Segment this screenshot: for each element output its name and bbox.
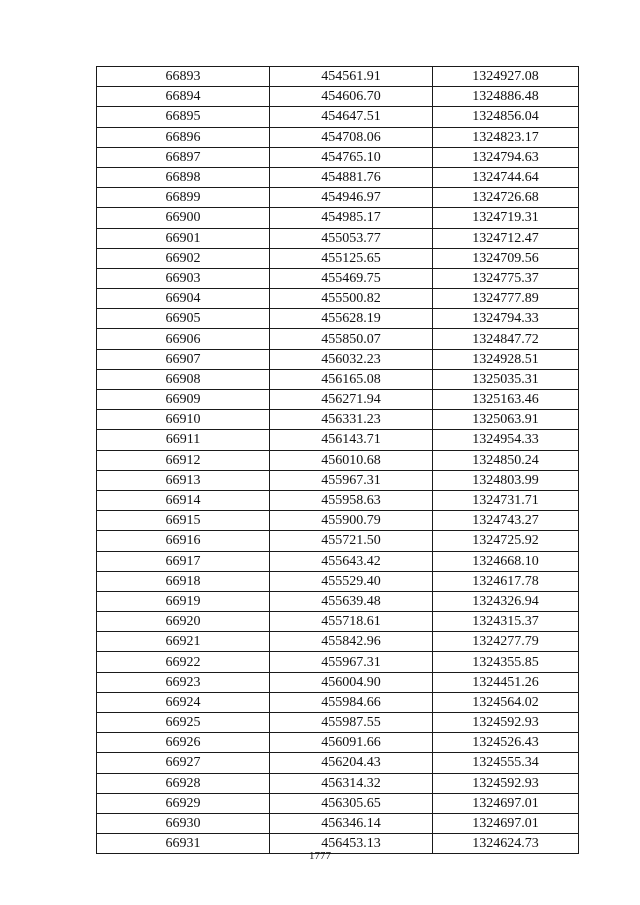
x-coordinate-cell: 455958.63 [270, 490, 433, 510]
x-coordinate-cell: 455628.19 [270, 309, 433, 329]
point-id-cell: 66893 [97, 67, 270, 87]
x-coordinate-cell: 456204.43 [270, 753, 433, 773]
y-coordinate-cell: 1324777.89 [433, 289, 579, 309]
y-coordinate-cell: 1324709.56 [433, 248, 579, 268]
point-id-cell: 66925 [97, 713, 270, 733]
y-coordinate-cell: 1325035.31 [433, 369, 579, 389]
point-id-cell: 66911 [97, 430, 270, 450]
table-row [97, 813, 579, 833]
y-coordinate-cell: 1324719.31 [433, 208, 579, 228]
x-coordinate-cell: 455469.75 [270, 268, 433, 288]
x-coordinate-cell: 455639.48 [270, 591, 433, 611]
y-coordinate-cell: 1324928.51 [433, 349, 579, 369]
x-coordinate-cell: 455643.42 [270, 551, 433, 571]
point-id-cell: 66921 [97, 632, 270, 652]
table-row [97, 612, 579, 632]
table-row [97, 188, 579, 208]
y-coordinate-cell: 1324850.24 [433, 450, 579, 470]
point-id-cell: 66896 [97, 127, 270, 147]
x-coordinate-cell: 456271.94 [270, 390, 433, 410]
x-coordinate-cell: 456331.23 [270, 410, 433, 430]
page-number: 1777 [309, 850, 331, 862]
point-id-cell: 66907 [97, 349, 270, 369]
y-coordinate-cell: 1324725.92 [433, 531, 579, 551]
coordinates-table [96, 66, 579, 854]
point-id-cell: 66919 [97, 591, 270, 611]
x-coordinate-cell: 456004.90 [270, 672, 433, 692]
y-coordinate-cell: 1324592.93 [433, 713, 579, 733]
table-row [97, 632, 579, 652]
x-coordinate-cell: 454765.10 [270, 147, 433, 167]
point-id-cell: 66915 [97, 511, 270, 531]
y-coordinate-cell: 1324775.37 [433, 268, 579, 288]
y-coordinate-cell: 1324277.79 [433, 632, 579, 652]
point-id-cell: 66926 [97, 733, 270, 753]
point-id-cell: 66927 [97, 753, 270, 773]
point-id-cell: 66895 [97, 107, 270, 127]
x-coordinate-cell: 454985.17 [270, 208, 433, 228]
y-coordinate-cell: 1324592.93 [433, 773, 579, 793]
point-id-cell: 66930 [97, 813, 270, 833]
table-row [97, 329, 579, 349]
y-coordinate-cell: 1324743.27 [433, 511, 579, 531]
table-row [97, 652, 579, 672]
x-coordinate-cell: 456091.66 [270, 733, 433, 753]
table-row [97, 349, 579, 369]
y-coordinate-cell: 1324315.37 [433, 612, 579, 632]
table-row [97, 470, 579, 490]
table-row [97, 430, 579, 450]
table-row [97, 591, 579, 611]
y-coordinate-cell: 1324886.48 [433, 87, 579, 107]
y-coordinate-cell: 1324564.02 [433, 692, 579, 712]
point-id-cell: 66904 [97, 289, 270, 309]
x-coordinate-cell: 455984.66 [270, 692, 433, 712]
x-coordinate-cell: 455125.65 [270, 248, 433, 268]
y-coordinate-cell: 1324927.08 [433, 67, 579, 87]
x-coordinate-cell: 455900.79 [270, 511, 433, 531]
x-coordinate-cell: 456453.13 [270, 834, 433, 854]
point-id-cell: 66922 [97, 652, 270, 672]
y-coordinate-cell: 1325163.46 [433, 390, 579, 410]
point-id-cell: 66902 [97, 248, 270, 268]
table-row [97, 208, 579, 228]
y-coordinate-cell: 1324326.94 [433, 591, 579, 611]
table-row [97, 450, 579, 470]
y-coordinate-cell: 1324355.85 [433, 652, 579, 672]
y-coordinate-cell: 1324617.78 [433, 571, 579, 591]
point-id-cell: 66901 [97, 228, 270, 248]
x-coordinate-cell: 455842.96 [270, 632, 433, 652]
table-row [97, 410, 579, 430]
x-coordinate-cell: 456032.23 [270, 349, 433, 369]
y-coordinate-cell: 1324794.63 [433, 147, 579, 167]
point-id-cell: 66906 [97, 329, 270, 349]
x-coordinate-cell: 456143.71 [270, 430, 433, 450]
table-row [97, 793, 579, 813]
x-coordinate-cell: 456346.14 [270, 813, 433, 833]
x-coordinate-cell: 454561.91 [270, 67, 433, 87]
table-row [97, 551, 579, 571]
x-coordinate-cell: 455967.31 [270, 652, 433, 672]
point-id-cell: 66914 [97, 490, 270, 510]
table-row [97, 571, 579, 591]
y-coordinate-cell: 1324712.47 [433, 228, 579, 248]
x-coordinate-cell: 455053.77 [270, 228, 433, 248]
point-id-cell: 66918 [97, 571, 270, 591]
table-row [97, 511, 579, 531]
point-id-cell: 66905 [97, 309, 270, 329]
table-row [97, 87, 579, 107]
table-row [97, 127, 579, 147]
point-id-cell: 66908 [97, 369, 270, 389]
point-id-cell: 66928 [97, 773, 270, 793]
y-coordinate-cell: 1324526.43 [433, 733, 579, 753]
x-coordinate-cell: 456165.08 [270, 369, 433, 389]
point-id-cell: 66913 [97, 470, 270, 490]
table-row [97, 268, 579, 288]
x-coordinate-cell: 455718.61 [270, 612, 433, 632]
table-row [97, 107, 579, 127]
table-row [97, 67, 579, 87]
point-id-cell: 66900 [97, 208, 270, 228]
y-coordinate-cell: 1324731.71 [433, 490, 579, 510]
table-row [97, 228, 579, 248]
y-coordinate-cell: 1324726.68 [433, 188, 579, 208]
x-coordinate-cell: 454946.97 [270, 188, 433, 208]
table-row [97, 672, 579, 692]
x-coordinate-cell: 454708.06 [270, 127, 433, 147]
table-row [97, 753, 579, 773]
x-coordinate-cell: 455529.40 [270, 571, 433, 591]
point-id-cell: 66931 [97, 834, 270, 854]
x-coordinate-cell: 456305.65 [270, 793, 433, 813]
point-id-cell: 66929 [97, 793, 270, 813]
point-id-cell: 66903 [97, 268, 270, 288]
y-coordinate-cell: 1324847.72 [433, 329, 579, 349]
y-coordinate-cell: 1324697.01 [433, 793, 579, 813]
x-coordinate-cell: 455987.55 [270, 713, 433, 733]
point-id-cell: 66923 [97, 672, 270, 692]
x-coordinate-cell: 455850.07 [270, 329, 433, 349]
x-coordinate-cell: 456314.32 [270, 773, 433, 793]
table-row [97, 167, 579, 187]
x-coordinate-cell: 455967.31 [270, 470, 433, 490]
y-coordinate-cell: 1324744.64 [433, 167, 579, 187]
y-coordinate-cell: 1324823.17 [433, 127, 579, 147]
point-id-cell: 66894 [97, 87, 270, 107]
point-id-cell: 66898 [97, 167, 270, 187]
table-row [97, 248, 579, 268]
x-coordinate-cell: 455500.82 [270, 289, 433, 309]
x-coordinate-cell: 456010.68 [270, 450, 433, 470]
table-row [97, 733, 579, 753]
point-id-cell: 66917 [97, 551, 270, 571]
point-id-cell: 66910 [97, 410, 270, 430]
x-coordinate-cell: 454647.51 [270, 107, 433, 127]
point-id-cell: 66924 [97, 692, 270, 712]
table-row [97, 692, 579, 712]
table-row [97, 289, 579, 309]
x-coordinate-cell: 454606.70 [270, 87, 433, 107]
point-id-cell: 66912 [97, 450, 270, 470]
y-coordinate-cell: 1325063.91 [433, 410, 579, 430]
table-row [97, 309, 579, 329]
point-id-cell: 66920 [97, 612, 270, 632]
y-coordinate-cell: 1324555.34 [433, 753, 579, 773]
y-coordinate-cell: 1324803.99 [433, 470, 579, 490]
point-id-cell: 66909 [97, 390, 270, 410]
y-coordinate-cell: 1324856.04 [433, 107, 579, 127]
table-row [97, 713, 579, 733]
table-row [97, 369, 579, 389]
coordinates-table-body [97, 67, 579, 854]
y-coordinate-cell: 1324954.33 [433, 430, 579, 450]
y-coordinate-cell: 1324451.26 [433, 672, 579, 692]
y-coordinate-cell: 1324624.73 [433, 834, 579, 854]
point-id-cell: 66916 [97, 531, 270, 551]
table-row [97, 773, 579, 793]
table-row [97, 147, 579, 167]
y-coordinate-cell: 1324668.10 [433, 551, 579, 571]
y-coordinate-cell: 1324794.33 [433, 309, 579, 329]
table-row [97, 390, 579, 410]
y-coordinate-cell: 1324697.01 [433, 813, 579, 833]
x-coordinate-cell: 454881.76 [270, 167, 433, 187]
x-coordinate-cell: 455721.50 [270, 531, 433, 551]
table-row [97, 490, 579, 510]
table-row [97, 531, 579, 551]
point-id-cell: 66899 [97, 188, 270, 208]
point-id-cell: 66897 [97, 147, 270, 167]
